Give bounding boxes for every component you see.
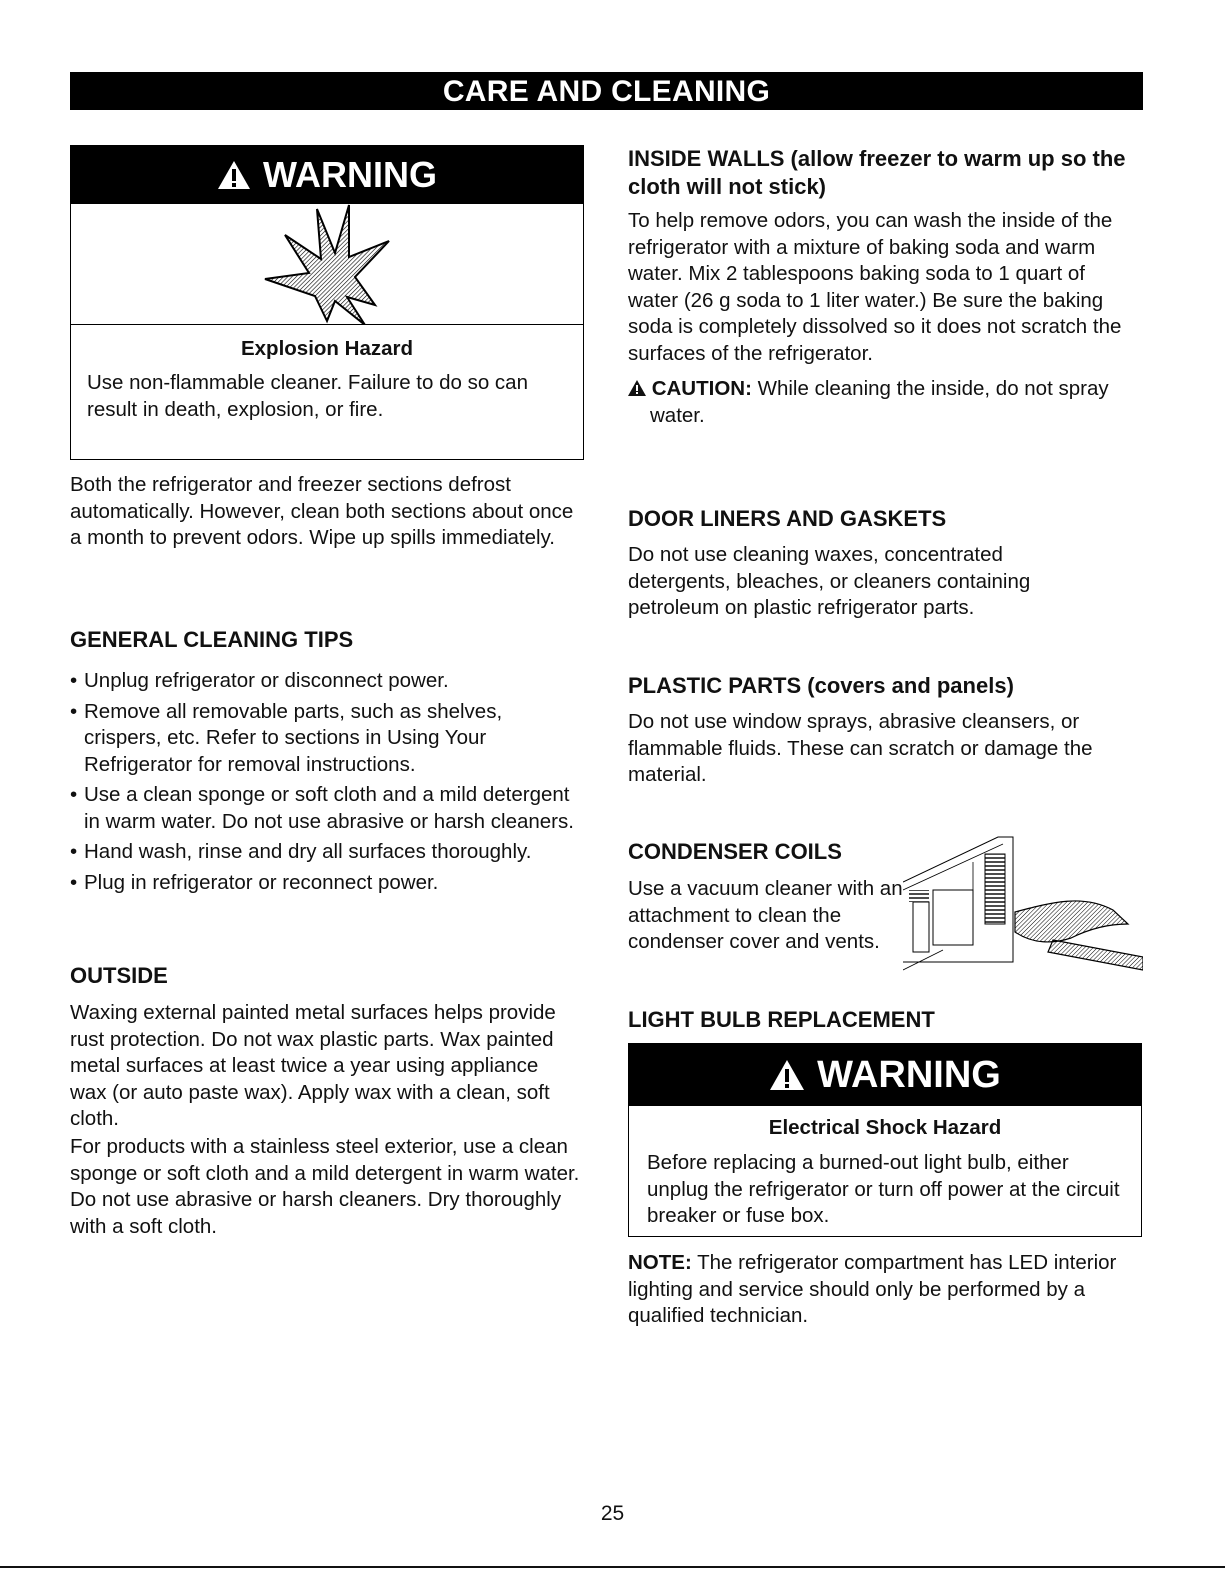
list-item: • Plug in refrigerator or reconnect power. [70, 870, 439, 894]
hazard-title: Explosion Hazard [240, 337, 413, 360]
plastic-parts-heading: PLASTIC PARTS (covers and panels) [628, 673, 1014, 698]
list-item: • Use a clean sponge or soft cloth and a mild detergent in warm water. Do not use abrasive or harsh cleaners. [70, 783, 574, 833]
warning-text: Before replacing a burned-out light bulb, either unplug the refrigerator or turn off power at the circuit breaker or fuse box. [647, 1151, 1120, 1227]
warning-label: WARNING [817, 1053, 1001, 1096]
warning-header [629, 1044, 1141, 1106]
caution-paragraph [628, 376, 1165, 429]
plastic-parts-paragraph: Do not use window sprays, abrasive cleansers, or flammable fluids. These can scratch or damage the material. [628, 710, 1093, 786]
warning-header [71, 146, 583, 204]
inside-walls-heading: INSIDE WALLS (allow freezer to warm up so the cloth will not stick) [628, 146, 1126, 199]
caution-triangle-icon [628, 380, 646, 396]
warning-text: Use non-flammable cleaner. Failure to do so can result in death, explosion, or fire. [87, 371, 528, 421]
outside-paragraph-2: For products with a stainless steel exterior, use a clean sponge or soft cloth and a mild detergent in warm water. Do not use abrasive or harsh cleaners. Dry thoroughly with a soft cloth. [70, 1135, 580, 1238]
warning-triangle-icon [769, 1059, 805, 1091]
door-liners-paragraph: Do not use cleaning waxes, concentrated detergents, bleaches, or cleaners containing petroleum on plastic refrigerator parts. [628, 543, 1031, 619]
page-title-banner: CARE AND CLEANING [70, 72, 1143, 110]
light-bulb-heading: LIGHT BULB REPLACEMENT [628, 1007, 935, 1032]
condenser-paragraph: Use a vacuum cleaner with an attachment to clean the condenser cover and vents. [628, 877, 903, 953]
hazard-title: Electrical Shock Hazard [768, 1116, 1002, 1139]
condenser-heading: CONDENSER COILS [628, 839, 842, 864]
explosion-icon-area [71, 204, 583, 325]
explosion-warning-box [70, 145, 584, 460]
note-text: The refrigerator compartment has LED interior lighting and service should only be performed by a qualified technician. [628, 1251, 1117, 1327]
general-cleaning-list [70, 668, 580, 900]
list-item: • Remove all removable parts, such as shelves, crispers, etc. Refer to sections in Using Your Refrigerator for removal instructions. [70, 699, 503, 776]
general-cleaning-heading: GENERAL CLEANING TIPS [70, 627, 354, 652]
list-item: • Hand wash, rinse and dry all surfaces thoroughly. [70, 840, 532, 863]
intro-paragraph: Both the refrigerator and freezer sections defrost automatically. However, clean both sections about once a month to prevent odors. Wipe up spills immediately. [70, 473, 574, 549]
warning-label: WARNING [263, 154, 437, 195]
caution-label: CAUTION: [651, 377, 752, 400]
note-label: NOTE: [628, 1251, 692, 1274]
page-number: 25 [600, 1502, 625, 1525]
vacuum-condenser-illustration [903, 832, 1143, 972]
door-liners-heading: DOOR LINERS AND GASKETS [628, 506, 947, 531]
electrical-warning-box [628, 1043, 1142, 1237]
outside-paragraph-1: Waxing external painted metal surfaces helps provide rust protection. Do not wax plastic parts. Wax painted metal surfaces at least twice a year using appliance wax (or auto paste wax). Apply wax with a clean, soft cloth. [70, 1001, 556, 1130]
inside-walls-paragraph: To help remove odors, you can wash the inside of the refrigerator with a mixture of baking soda and warm water. Mix 2 tablespoons baking soda to 1 quart of water (26 g soda to 1 liter water.) Be sure the baking soda is completely dissolved so it does not scratch the surfaces of the refrigerator. [628, 209, 1122, 365]
caution-text: While cleaning the inside, do not spray water. [650, 377, 1109, 427]
note-paragraph [628, 1250, 1143, 1330]
bottom-rule [0, 1566, 1225, 1568]
warning-triangle-icon [217, 160, 251, 190]
outside-heading: OUTSIDE [70, 963, 168, 988]
list-item: • Unplug refrigerator or disconnect power. [70, 669, 449, 692]
explosion-icon [257, 201, 397, 325]
